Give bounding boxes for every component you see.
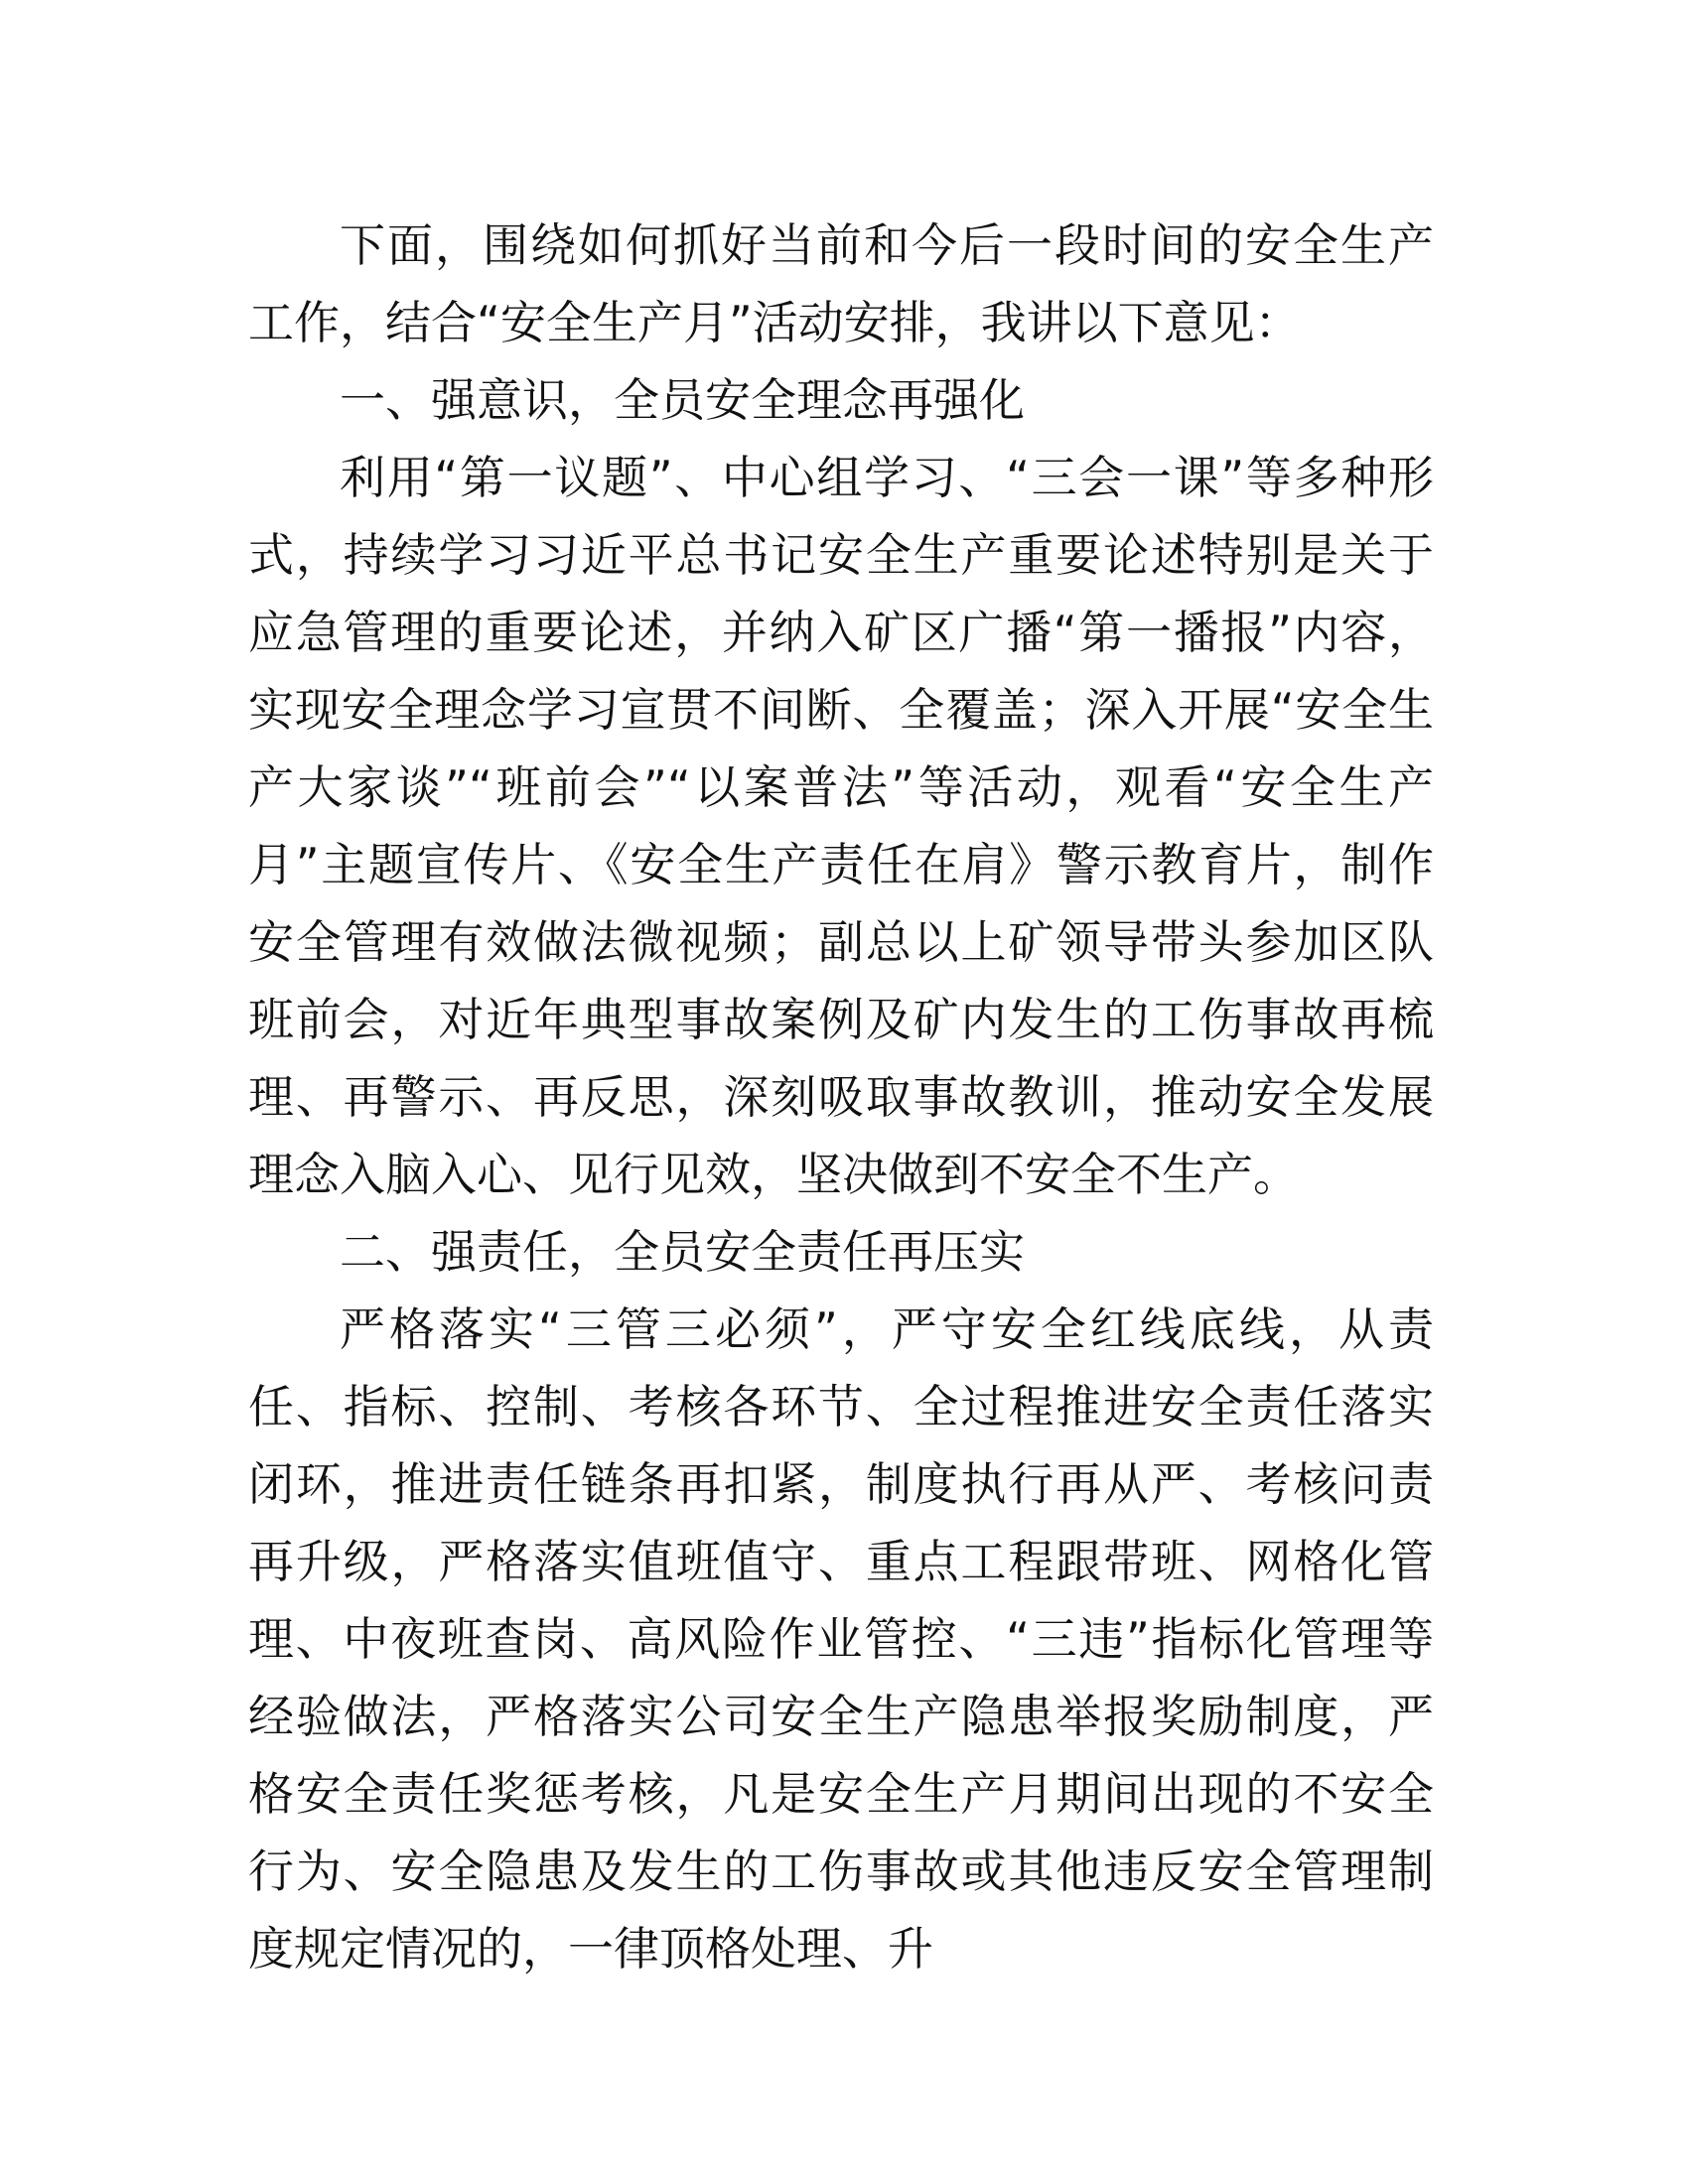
document-body (248, 206, 1434, 1987)
section-heading-2: 二、强责任，全员安全责任再压实 (340, 1225, 1025, 1279)
section-1-paragraph: 利用“第一议题”、中心组学习、“三会一课”等多种形式，持续学习习近平总书记安全生产重要论述特别是关于应急管理的重要论述，并纳入矿区广播“第一播报”内容，实现安全理念学习宣贯不间断、全覆盖；深入开展“安全生产大家谈”“班前会”“以案普法”等活动，观看“安全生产月”主题宣传片、《安全生产责任在肩》警示教育片，制作安全管理有效做法微视频；副总以上矿领导带头参加区队班前会，对近年典型事故案例及矿内发生的工伤事故再梳理、再警示、再反思，深刻吸取事故教训，推动安全发展理念入脑入心、见行见效，坚决做到不安全不生产。 (248, 451, 1434, 1201)
section-2-paragraph: 严格落实“三管三必须”，严守安全红线底线，从责任、指标、控制、考核各环节、全过程推进安全责任落实闭环，推进责任链条再扣紧，制度执行再从严、考核问责再升级，严格落实值班值守、重点工程跟带班、网格化管理、中夜班查岗、高风险作业管控、“三违”指标化管理等经验做法，严格落实公司安全生产隐患举报奖励制度，严格安全责任奖惩考核，凡是安全生产月期间出现的不安全行为、安全隐患及发生的工伤事故或其他违反安全管理制度规定情况的，一律顶格处理、升 (248, 1302, 1434, 1976)
section-heading-1: 一、强意识，全员安全理念再强化 (340, 373, 1025, 427)
intro-paragraph: 下面，围绕如何抓好当前和今后一段时间的安全生产工作，结合“安全生产月”活动安排，我讲以下意见： (248, 218, 1434, 349)
